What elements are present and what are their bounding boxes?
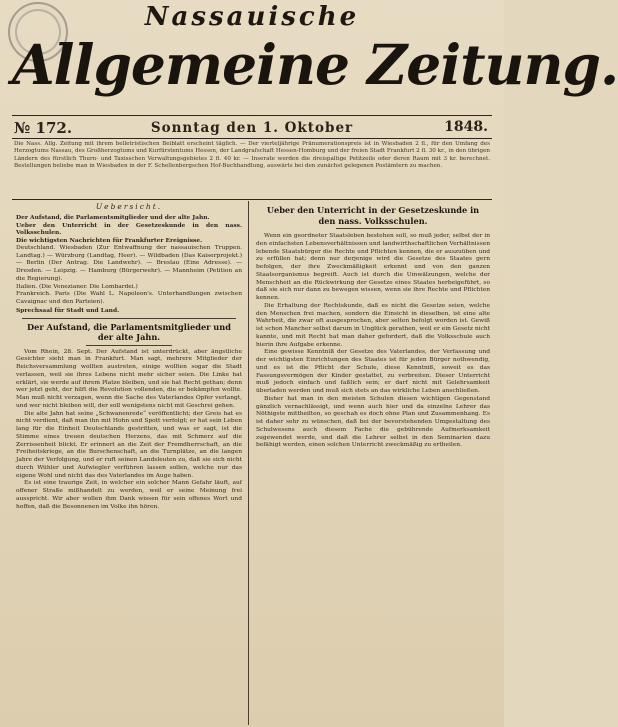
title-divider [336, 228, 410, 229]
article-paragraph: Es ist eine traurige Zeit, in welcher ein solcher Mann Gefahr läuft, auf offener Straße mißhandelt zu werden, weil er seine Meinung frei ausspricht. Wir aber wollen ihm Dank wissen für sein offenes Wort und hoffen, daß die Besonnenen im Volke ihn hören. [16, 480, 242, 510]
toc-entry: Die wichtigsten Nachrichten für Frankfurter Ereignisse. [16, 237, 203, 244]
toc-entry: Italien. (Die Venezianer. Die Lombardei.) [16, 283, 138, 290]
masthead-title: Allgemeine Zeitung. [12, 32, 618, 97]
issue-number: № 172. [14, 119, 73, 137]
masthead-line-1: Nassauische [144, 2, 360, 32]
toc-entry: Ueber den Unterricht in der Gesetzeskunde in den nass. Volksschulen. [16, 221, 242, 237]
toc-entry: Sprechsaal für Stadt und Land. [16, 306, 120, 314]
toc-entry: Der Aufstand, die Parlamentsmitglieder und der alte Jahn. [16, 213, 210, 221]
subscription-notice: Die Nass. Allg. Zeitung mit ihrem belletristischen Beiblatt erscheint täglich. — Der vierteljährige Pränumerationspreis ist in Wiesbaden 2 fl., für den Umfang des Herzogtums Nassau, des Großherzogtums und Kurfürstentums Hessen, der Landgrafschaft Hessen-Homburg und der freien Stadt Frankfurt 2 fl. 30 kr., in den übrigen Ländern des fürstlich Thurn- und Taxisschen Verwaltungsgebietes 2 fl. 40 kr. — Inserate werden die dreispaltige Petitzeile oder deren Raum mit 3 kr. berechnet. Bestellungen beliebe man in Wiesbaden in der F. Schellenbergschen Hof-Buchhandlung, auswärts bei den zunächst gelegenen Postämtern zu machen. [14, 141, 490, 169]
toc-entry: Deutschland. Wiesbaden (Zur Entwaffnung der nassauischen Truppen. Landtag.) — Würzburg (Landtag, Heer). — Wildbaden (Das Kaiserprojekt.) — Berlin (Der Antrag. Die Landwehr). — Breslau (Eine Adresse). — Dresden. — Leipzig. — Hamburg (Bürgerwehr). — Mannheim (Petition an die Regierung). [16, 244, 242, 282]
table-of-contents [16, 203, 242, 315]
issue-rule-bottom [12, 138, 492, 139]
column-divider [248, 201, 249, 725]
article-paragraph: Die alte Jahn hat seine „Schwanenrede“ veröffentlicht; der Greis hat es nicht verdient, daß man ihn mit Hohn und Spott verfolgt; er hat sein Leben lang für die Einheit Deutschlands gestritten, und was er sagt, ist die Stimme eines treuen deutschen Herzens, das mit Schmerz auf die Zerrissenheit blickt. Er erinnert an die Zeit der Fremdherrschaft, an die Freiheitskriege, an die Burschenschaft, an die Turnplätze, an die langen Jahre der Verfolgung, und er ruft seinen Landsleuten zu, daß sie sich nicht durch Wühler und Aufwiegler verführen lassen sollen, welche nur das eigene Wohl und nicht das des Vaterlandes im Auge haben. [16, 410, 242, 479]
article-title-aufstand: Der Aufstand, die Parlamentsmitglieder und der alte Jahn. [27, 321, 231, 342]
issue-line [12, 119, 492, 137]
columns-rule-top [12, 199, 492, 200]
toc-entry: Frankreich. Paris (Die Wahl L. Napoleon's. Unterhandlungen zwischen Cavaignac und den Parteien). [16, 291, 242, 305]
section-divider [22, 318, 236, 319]
article-paragraph: Eine gewisse Kenntniß der Gesetze des Vaterlandes, der Verfassung und der wichtigsten Einrichtungen des Staates ist für jeden Bürger nothwendig, und es ist die Pflicht der Schule, diese Kenntniß, soweit es das Fassungsvermögen der Kinder gestattet, zu verbreiten. Dieser Unterricht muß jedoch einfach und faßlich sein; er darf nicht mit Gelehrsamkeit überladen werden und muß sich stets an das wirkliche Leben anschließen. [256, 349, 490, 394]
article-paragraph: Bisher hat man in den meisten Schulen diesen wichtigen Gegenstand gänzlich vernachlässigt, und wenn auch hier und da einzelne Lehrer das Nöthigste mittheilten, so geschah es doch ohne Plan und Zusammenhang. Es ist daher sehr zu wünschen, daß bei der bevorstehenden Umgestaltung des Schulwesens auch diesem Fache die gebührende Aufmerksamkeit zugewendet werde, und daß die Lehrer selbst in den Seminarien dazu befähigt werden, einen solchen Unterricht zweckmäßig zu ertheilen. [256, 395, 490, 449]
toc-heading: Uebersicht. [95, 202, 163, 211]
left-column [16, 203, 242, 723]
title-divider [86, 345, 172, 346]
right-column [256, 203, 490, 723]
issue-date: Sonntag den 1. Oktober [150, 120, 354, 136]
issue-year: 1848. [444, 119, 488, 135]
article-paragraph: Wenn ein geordneter Staatsleben bestehen soll, so muß jeder, selbst der in den einfachsten Lebensverhältnissen und landwirthschaftlichen Verhältnissen lebende Staatsbürger die Rechte und Pflichten kennen, die er auszuüben und zu erfüllen hat; denn nur derjenige wird die Gesetze des Staates gern befolgen, der ihre Zweckmäßigkeit erkennt und von den ganzen Staatsorganismus begreift. Auch ist durch die Umwälzungen, welche der Menschheit an die Rückwirkung der Gesetze eines Staates herbeigeführt, so daß sie sich nur dann zu bewegen wissen, wenn sie ihre Rechte und Pflichten kennen. [256, 233, 490, 301]
article-paragraph: Die Erhaltung der Rechtskunde, daß es nicht die Gesetze seien, welche den Menschen frei machen, sondern die Einsicht in dieselben, ist eine alte Wahrheit, die zwar oft ausgesprochen, aber selten befolgt worden ist. Gewiß ist schon Mancher selbst darum in Unglück gerathen, weil er ein Gesetz nicht kannte, und mit Recht hat man daher gefordert, daß die Volksschule auch hierin ihre Aufgabe erkenne. [256, 302, 490, 348]
article-paragraph: Vom Rhein, 28. Sept. Der Aufstand ist unterdrückt, aber ängstliche Gesichter sieht man in Frankfurt. Man sagt, mehrere Mitglieder der Reichsversammlung wollten austreten, einige wollten sogar die Stadt verlassen, weil sie ihres Lebens nicht mehr sicher seien. Die Linke hat erklärt, sie werde auf ihrem Platze bleiben, und sie hat Recht gethan; denn wer jetzt geht, der hilft die Revolution vollenden, die er bekämpfen wollte. Man muß nicht verzagen, wenn die Sache des Vaterlandes Opfer verlangt, und wer nicht bleiben will, der soll wenigstens nicht mit Geschrei gehen. [16, 348, 242, 409]
article-title-gesetzeskunde: Ueber den Unterricht in der Gesetzeskunde in den nass. Volksschulen. [266, 205, 480, 226]
masthead-rule-top [12, 115, 492, 116]
